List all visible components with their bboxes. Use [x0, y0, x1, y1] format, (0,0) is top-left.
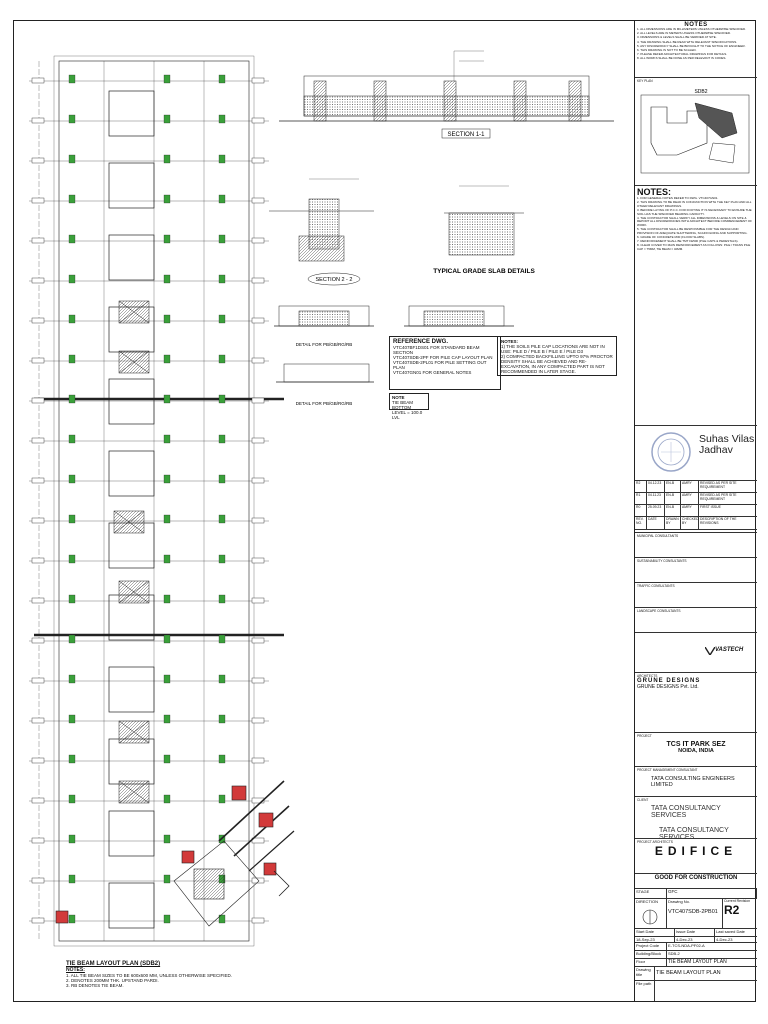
pile-cap-marker	[69, 235, 75, 243]
drawing-area	[14, 21, 634, 1001]
reference-title: REFERENCE DWG.	[393, 339, 449, 345]
note-small-line: TIE BEAM BOTTOM	[392, 400, 414, 410]
drawing-title-row	[635, 967, 757, 981]
client-name: TATA CONSULTANCY SERVICES	[659, 827, 729, 839]
grid-tag	[32, 678, 44, 683]
plan-title: TIE BEAM LAYOUT PLAN (SDB2)	[66, 961, 161, 967]
revision-cell-desc: REVISED AS PER SITE REQUIREMENT	[700, 481, 737, 489]
grid-tag	[252, 318, 264, 323]
note-line: 7. PLEASE REFER ARCHITECTURAL DRAWINGS FOR DETAILS.	[637, 52, 728, 57]
note-line: 4. THE CONTRACTOR SHALL VERIFY ALL DIMENSIONS & LEVELS ON SITE & REPORT ALL DISCREPANCIES WITH ARCHITECT BEFORE COMMENCEMENT OF WORK.	[637, 215, 752, 227]
stage-label: STAGE	[635, 889, 667, 899]
pile-cap-marker	[219, 595, 225, 603]
grid-tag	[252, 718, 264, 723]
pile-cap-marker	[164, 275, 170, 283]
grid-tag	[252, 478, 264, 483]
building-row	[635, 951, 757, 959]
grid-tag	[32, 518, 44, 523]
issue-date-value: 4-Dec-23	[675, 937, 715, 943]
bay-outline	[109, 451, 154, 496]
pile-cap-marker	[69, 675, 75, 683]
grid-tag	[32, 78, 44, 83]
grid-tag	[252, 638, 264, 643]
pile-cap-marker	[164, 915, 170, 923]
note-small	[389, 393, 429, 420]
grid-tag	[32, 198, 44, 203]
bay-outline	[109, 91, 154, 136]
key-plan	[635, 78, 757, 186]
pile-cap-marker	[69, 595, 75, 603]
revision-row	[635, 493, 757, 505]
pile-cap-marker	[69, 435, 75, 443]
grid-tag	[32, 718, 44, 723]
digital-signature	[635, 426, 757, 481]
vastech-logo: VASTECH	[715, 647, 744, 653]
grid-tag	[32, 558, 44, 563]
current-rev-value: R2	[724, 903, 740, 917]
consultant-municipal	[635, 533, 757, 558]
revision-cell-drawn: EN-B	[665, 493, 681, 504]
notes-box-title: NOTES:	[501, 339, 519, 344]
drawing-title-value: TIE BEAM LAYOUT PLAN	[656, 970, 721, 976]
floor-value: TIE BEAM LAYOUT PLAN	[668, 959, 727, 965]
grid-tag	[32, 758, 44, 763]
pmc	[635, 767, 757, 797]
grid-tag	[252, 758, 264, 763]
pile-cap-marker	[219, 675, 225, 683]
note-small-line: LEVEL = 100.0 LVL	[392, 410, 423, 420]
revision-cell-no: REV. NO.	[635, 517, 647, 529]
grid-tag	[32, 398, 44, 403]
pile-cap-marker	[219, 75, 225, 83]
drawing-no-value: VTC407SDB-2PB01	[668, 909, 718, 915]
drawing-no-label: Drawing No.	[668, 899, 691, 904]
revision-cell-date: 04.11.23	[647, 493, 665, 504]
consultant-sustainability	[635, 558, 757, 583]
stage-row	[635, 889, 757, 899]
plan-note: 1. ALL TIE BEAM SIZES TO BE 600x600 MM, UNLESS OTHERWISE SPECIFIED.	[66, 973, 233, 978]
tie-beam-plan	[34, 56, 284, 946]
revision-cell-no: R0	[635, 505, 647, 516]
status-label: GOOD FOR CONSTRUCTION	[654, 875, 738, 881]
architects-label: ARCHITECTS	[637, 674, 658, 678]
architects-name: GRUNE DESIGNS Pvt. Ltd.	[637, 684, 699, 690]
signature-seal-icon	[649, 430, 693, 474]
grid-tag	[32, 638, 44, 643]
pile-cap-marker	[69, 195, 75, 203]
note-line: 5. ANY DISCREPANCY SHALL BE BROUGHT TO THE NOTICE OF ENGINEER.	[637, 43, 746, 48]
pile-cap-marker	[69, 755, 75, 763]
bay-outline	[109, 379, 154, 424]
reference-line: VTC407BF1DS01 FOR STANDARD BEAM SECTION	[393, 345, 480, 355]
signer-name: Suhas Vilas Jadhav	[699, 433, 755, 456]
bay-outline	[109, 163, 154, 208]
drawing-sheet	[13, 20, 756, 1002]
pile-cap-marker	[69, 275, 75, 283]
pile-cap-marker	[219, 715, 225, 723]
edifice-logo: EDIFICE	[654, 844, 738, 858]
grid-tag	[32, 278, 44, 283]
general-notes-title: NOTES	[684, 22, 708, 28]
pile-cap-marker	[164, 595, 170, 603]
note-line: 2. ALL LEVELS ARE IN METERS UNLESS OTHERWISE SPECIFIED.	[637, 31, 731, 36]
bay-outline	[109, 739, 154, 784]
revision-cell-date: DATE	[647, 517, 665, 529]
floor-row	[635, 959, 757, 967]
revision-cell-date: 25.09.23	[647, 505, 665, 516]
note-line: 1. FOR GENERAL NOTES REFER TO DWG. VTC407GN01.	[637, 196, 719, 200]
pile-cap-marker	[219, 195, 225, 203]
note-line: 7. REINFORCEMENT SHALL BE TMT FE500 (PILE CAPS & PEDESTALS).	[637, 239, 739, 244]
floor-label: Floor	[635, 959, 667, 967]
revision-cell-checked: AMRY	[681, 493, 699, 504]
pile-cap-marker	[219, 355, 225, 363]
dates-row	[635, 929, 757, 943]
note-line: 6. GRADE OF CONCRETE M30 (FLOOR SLABS).	[637, 234, 705, 239]
pile-cap-marker	[219, 475, 225, 483]
pile-cap-marker	[164, 155, 170, 163]
pmc-name: TATA CONSULTING ENGINEERS LIMITED	[651, 776, 735, 788]
plan-title-block	[66, 961, 326, 988]
revision-cell-no: R2	[635, 481, 647, 492]
client-label: CLIENT	[637, 798, 649, 802]
grid-tag	[32, 798, 44, 803]
structural-drawing	[14, 21, 634, 1001]
grid-tag	[32, 118, 44, 123]
bay-outline	[109, 235, 154, 280]
plan-note: 2. DENOTES 200MM THK. UPSTAND PARDI.	[66, 978, 159, 983]
pile-cap-marker	[164, 635, 170, 643]
pile-cap-marker	[69, 915, 75, 923]
pmc-label: PROJECT MANAGEMENT CONSULTANT	[637, 768, 698, 772]
pile-cap-marker	[69, 315, 75, 323]
bay-outline	[109, 667, 154, 712]
revision-table	[635, 481, 757, 533]
reference-line: VTC407SDB-2PL01 FOR PILE SETTING OUT PLAN	[393, 360, 487, 370]
pile-cap-marker	[69, 875, 75, 883]
pile-cap-marker	[164, 395, 170, 403]
grid-tag	[252, 358, 264, 363]
note-line: 2. THIS DRAWING TO BE READ IN CONJUNCTION WITH THE KEY PLAN AND ALL OTHER RELEVANT DRAWINGS.	[637, 200, 752, 208]
direction-label: DIRECTION	[636, 899, 658, 904]
general-notes	[635, 21, 757, 78]
project-location: NOIDA, INDIA	[678, 748, 714, 754]
plan-stair-cores	[114, 301, 149, 803]
last-saved-value: 4-Dec-23	[716, 937, 733, 942]
pile-cap-marker	[219, 755, 225, 763]
note-line: 1. ALL DIMENSIONS ARE IN MILLIMETERS UNLESS OTHERWISE SPECIFIED.	[637, 27, 747, 31]
bay-outline	[109, 883, 154, 928]
grid-tag	[252, 918, 264, 923]
revision-rows	[635, 481, 757, 530]
pile-cap-marker	[164, 315, 170, 323]
pile-cap-marker	[219, 395, 225, 403]
stage-value: GFC	[667, 889, 757, 899]
pile-cap-marker	[164, 475, 170, 483]
pile-cap-marker	[164, 795, 170, 803]
grid-tag	[252, 598, 264, 603]
pile-cap-marker	[69, 835, 75, 843]
pile-cap-marker	[164, 555, 170, 563]
note-line: 8. CLEAR COVER TO MAIN REINFORCEMENT AS FOLLOWS: PILE / TRANS PILE CAP = 75MM, TIE BEAM = 40MM.	[637, 243, 751, 251]
grade-slab-title: TYPICAL GRADE SLAB DETAILS	[433, 268, 535, 275]
last-saved-label: Last saved Date	[716, 929, 745, 934]
project-architects-label: PROJECT ARCHITECTS	[637, 840, 673, 844]
grid-tag	[32, 238, 44, 243]
pile-cap-marker	[69, 75, 75, 83]
grid-tag	[252, 438, 264, 443]
reference-line: VTC407SDB-2PF FOR PILE CAP LAYOUT PLAN	[393, 355, 493, 360]
file-path-label: File path	[635, 981, 655, 1001]
start-date-value: 18-Sep-23	[635, 937, 675, 943]
pile-cap-marker	[164, 675, 170, 683]
project	[635, 733, 757, 767]
drawing-title-label: Drawing title	[635, 967, 655, 981]
project-architects	[635, 839, 757, 874]
consultant-label: SUSTAINABILITY CONSULTANTS	[637, 559, 687, 563]
section-1-title: SECTION 1-1	[447, 132, 485, 138]
note-line: 8. ALL WORKS SHALL BE DONE AS PER RELEVANT IS CODES.	[637, 56, 727, 61]
vastech-mark-icon	[705, 647, 715, 655]
notes-section	[635, 186, 757, 426]
notes-box-line: 2) COMPACTED BACKFILLING UPTO 97% PROCTOR DENSITY SHALL BE ACHIEVED AND RE-EXCAVATION, IN ANY COMPACTED PART IS NOT RECOMMENDED IN LATER STAGE.	[501, 354, 613, 374]
pile-cap-marker	[164, 755, 170, 763]
bay-outline	[109, 811, 154, 856]
pile-cap-marker	[164, 115, 170, 123]
project-name: TCS IT PARK SEZ	[666, 741, 726, 748]
grid-tag	[32, 478, 44, 483]
revision-cell-drawn: DRAWN BY	[665, 517, 681, 529]
revision-cell-drawn: EN-B	[665, 481, 681, 492]
pile-cap-marker	[219, 235, 225, 243]
note-line: 3. DIMENSIONS & LEVELS SHALL BE VERIFIED AT SITE.	[637, 35, 717, 40]
grid-tag	[252, 158, 264, 163]
note-line: 6. THIS DRAWING IS NOT TO BE SCALED.	[637, 47, 697, 52]
grid-tag	[252, 238, 264, 243]
revision-row	[635, 505, 757, 517]
pile-cap-marker	[69, 115, 75, 123]
note-line: 4. THE DRAWING SHALL BE READ WITH RELEVANT SPECIFICATIONS.	[637, 39, 738, 44]
grid-tag	[32, 358, 44, 363]
grid-tag	[252, 558, 264, 563]
pile-cap-marker	[164, 875, 170, 883]
key-plan-label: KEY PLAN	[637, 79, 653, 83]
key-plan-tag: SDB2	[694, 89, 708, 95]
plan-notes-title: NOTES:	[66, 967, 85, 973]
project-code-row	[635, 943, 757, 951]
note-line: 5. THE CONTRACTOR SHALL BE RESPONSIBLE FOR THE DESIGN AND PROVISION OF ADEQUATE SHUTTERING, SCAFFOLDING AND SUPPORTING.	[637, 227, 748, 235]
pile-cap-marker	[69, 555, 75, 563]
pile-cap-marker	[69, 715, 75, 723]
grid-tag	[32, 838, 44, 843]
pile-cap-marker	[219, 555, 225, 563]
general-notes-list	[637, 28, 755, 61]
grid-tag	[32, 878, 44, 883]
drawing-no-row	[635, 899, 757, 929]
grid-tag	[32, 438, 44, 443]
notes-box-line: 1) THE SOILS PILE CAP LOCATIONS ARE NOT IN USE: PILE D / PILE B / PILE E / PILE D3	[501, 344, 605, 354]
grid-tag	[252, 398, 264, 403]
pile-cap-marker	[164, 235, 170, 243]
file-path-row	[635, 981, 757, 1001]
revision-cell-desc: FIRST ISSUE	[700, 505, 721, 509]
revision-cell-desc: DESCRIPTION OF THE REVISIONS	[700, 517, 737, 525]
pile-cap-marker	[219, 515, 225, 523]
pile-cap-marker	[164, 835, 170, 843]
reference-line: VTC407GN01 FOR GENERAL NOTES	[393, 370, 472, 375]
revision-cell-desc: REVISED AS PER SITE REQUIREMENT	[700, 493, 737, 501]
pile-cap-marker	[69, 515, 75, 523]
section-1-1-drawing	[279, 51, 614, 121]
building-value: SDB-2	[668, 951, 680, 956]
section-2-title: SECTION 2 - 2	[315, 277, 353, 283]
grid-tag	[32, 318, 44, 323]
pile-cap-marker	[69, 395, 75, 403]
project-code-value: E-TCS-NDA-PF02-A	[668, 943, 705, 948]
revision-header	[635, 517, 757, 530]
grid-tag	[252, 678, 264, 683]
revision-cell-checked: AMRY	[681, 481, 699, 492]
detail-a-title: DETAIL FOR PB/GB/RG/RB	[295, 342, 353, 347]
grid-tag	[252, 198, 264, 203]
revision-cell-date: 04.12.23	[647, 481, 665, 492]
grid-tag	[252, 78, 264, 83]
north-arrow-icon	[641, 908, 659, 926]
start-date-label: Start Date	[635, 929, 675, 936]
grid-tag	[252, 118, 264, 123]
grid-tag	[252, 278, 264, 283]
pile-cap-marker	[164, 435, 170, 443]
section-2-2-drawing	[269, 179, 374, 261]
architects	[635, 673, 757, 733]
pile-cap-marker	[69, 475, 75, 483]
building-label: Building/Block	[635, 951, 667, 959]
consultant-label: TRAFFIC CONSULTANTS	[637, 584, 675, 588]
pile-cap-marker	[164, 195, 170, 203]
client-name: TATA CONSULTANCY SERVICES	[651, 805, 721, 819]
pile-cap-marker	[164, 75, 170, 83]
issue-date-label: Issue Date	[675, 929, 715, 936]
note-line: 3. BEFORE LAYING OF P.C.C. FOR FOOTING IT IS NECESSARY TO ENSURE THE SOIL HAS THE SPECIFIED BEARING CAPACITY.	[637, 207, 752, 216]
plan-note: 3. RB DENOTES TIE BEAM.	[66, 983, 124, 988]
grid-tag	[32, 918, 44, 923]
notes-box	[497, 336, 617, 376]
revision-cell-checked: CHECKED BY	[681, 517, 699, 529]
client	[635, 797, 757, 839]
pile-cap-marker	[164, 715, 170, 723]
project-code-label: Project Code	[635, 943, 667, 951]
revision-row	[635, 481, 757, 493]
title-block	[634, 21, 757, 1001]
pile-cap-marker	[69, 635, 75, 643]
pile-cap-marker	[219, 635, 225, 643]
detail-b-title: DETAIL FOR PB/GB/RG/RB	[295, 401, 353, 406]
grid-tag	[32, 598, 44, 603]
revision-cell-no: R1	[635, 493, 647, 504]
pile-cap-marker	[219, 275, 225, 283]
pile-cap-marker	[69, 155, 75, 163]
grid-tag	[252, 518, 264, 523]
note-small-title: NOTE	[392, 395, 405, 400]
pile-cap-marker	[219, 155, 225, 163]
pile-cap-marker	[69, 355, 75, 363]
pile-cap-marker	[164, 355, 170, 363]
pile-cap-marker	[219, 315, 225, 323]
revision-cell-drawn: EN-B	[665, 505, 681, 516]
consultant-landscape	[635, 608, 757, 633]
grid-tag	[32, 158, 44, 163]
pile-cap-marker	[219, 115, 225, 123]
structural-consultant	[635, 633, 757, 673]
grade-slab-drawing	[444, 186, 524, 255]
notes-section-list	[637, 197, 755, 251]
revision-cell-checked: AMRY	[681, 505, 699, 516]
consultant-traffic	[635, 583, 757, 608]
key-plan-sketch	[637, 83, 753, 178]
pile-cap-marker	[219, 435, 225, 443]
consultant-label: MUNICIPAL CONSULTANTS	[637, 534, 679, 538]
consultant-label: LANDSCAPE CONSULTANTS	[637, 609, 681, 613]
notes-section-title: NOTES:	[637, 187, 672, 197]
pile-cap-marker	[164, 515, 170, 523]
pile-cap-marker	[69, 795, 75, 803]
architects-logo: GRUNE DESIGNS	[637, 678, 701, 684]
pile-cap-marker	[219, 795, 225, 803]
current-rev-label: Current Revision	[724, 899, 751, 903]
status	[635, 874, 757, 889]
project-label: PROJECT	[637, 734, 652, 738]
reference-box	[389, 336, 501, 390]
